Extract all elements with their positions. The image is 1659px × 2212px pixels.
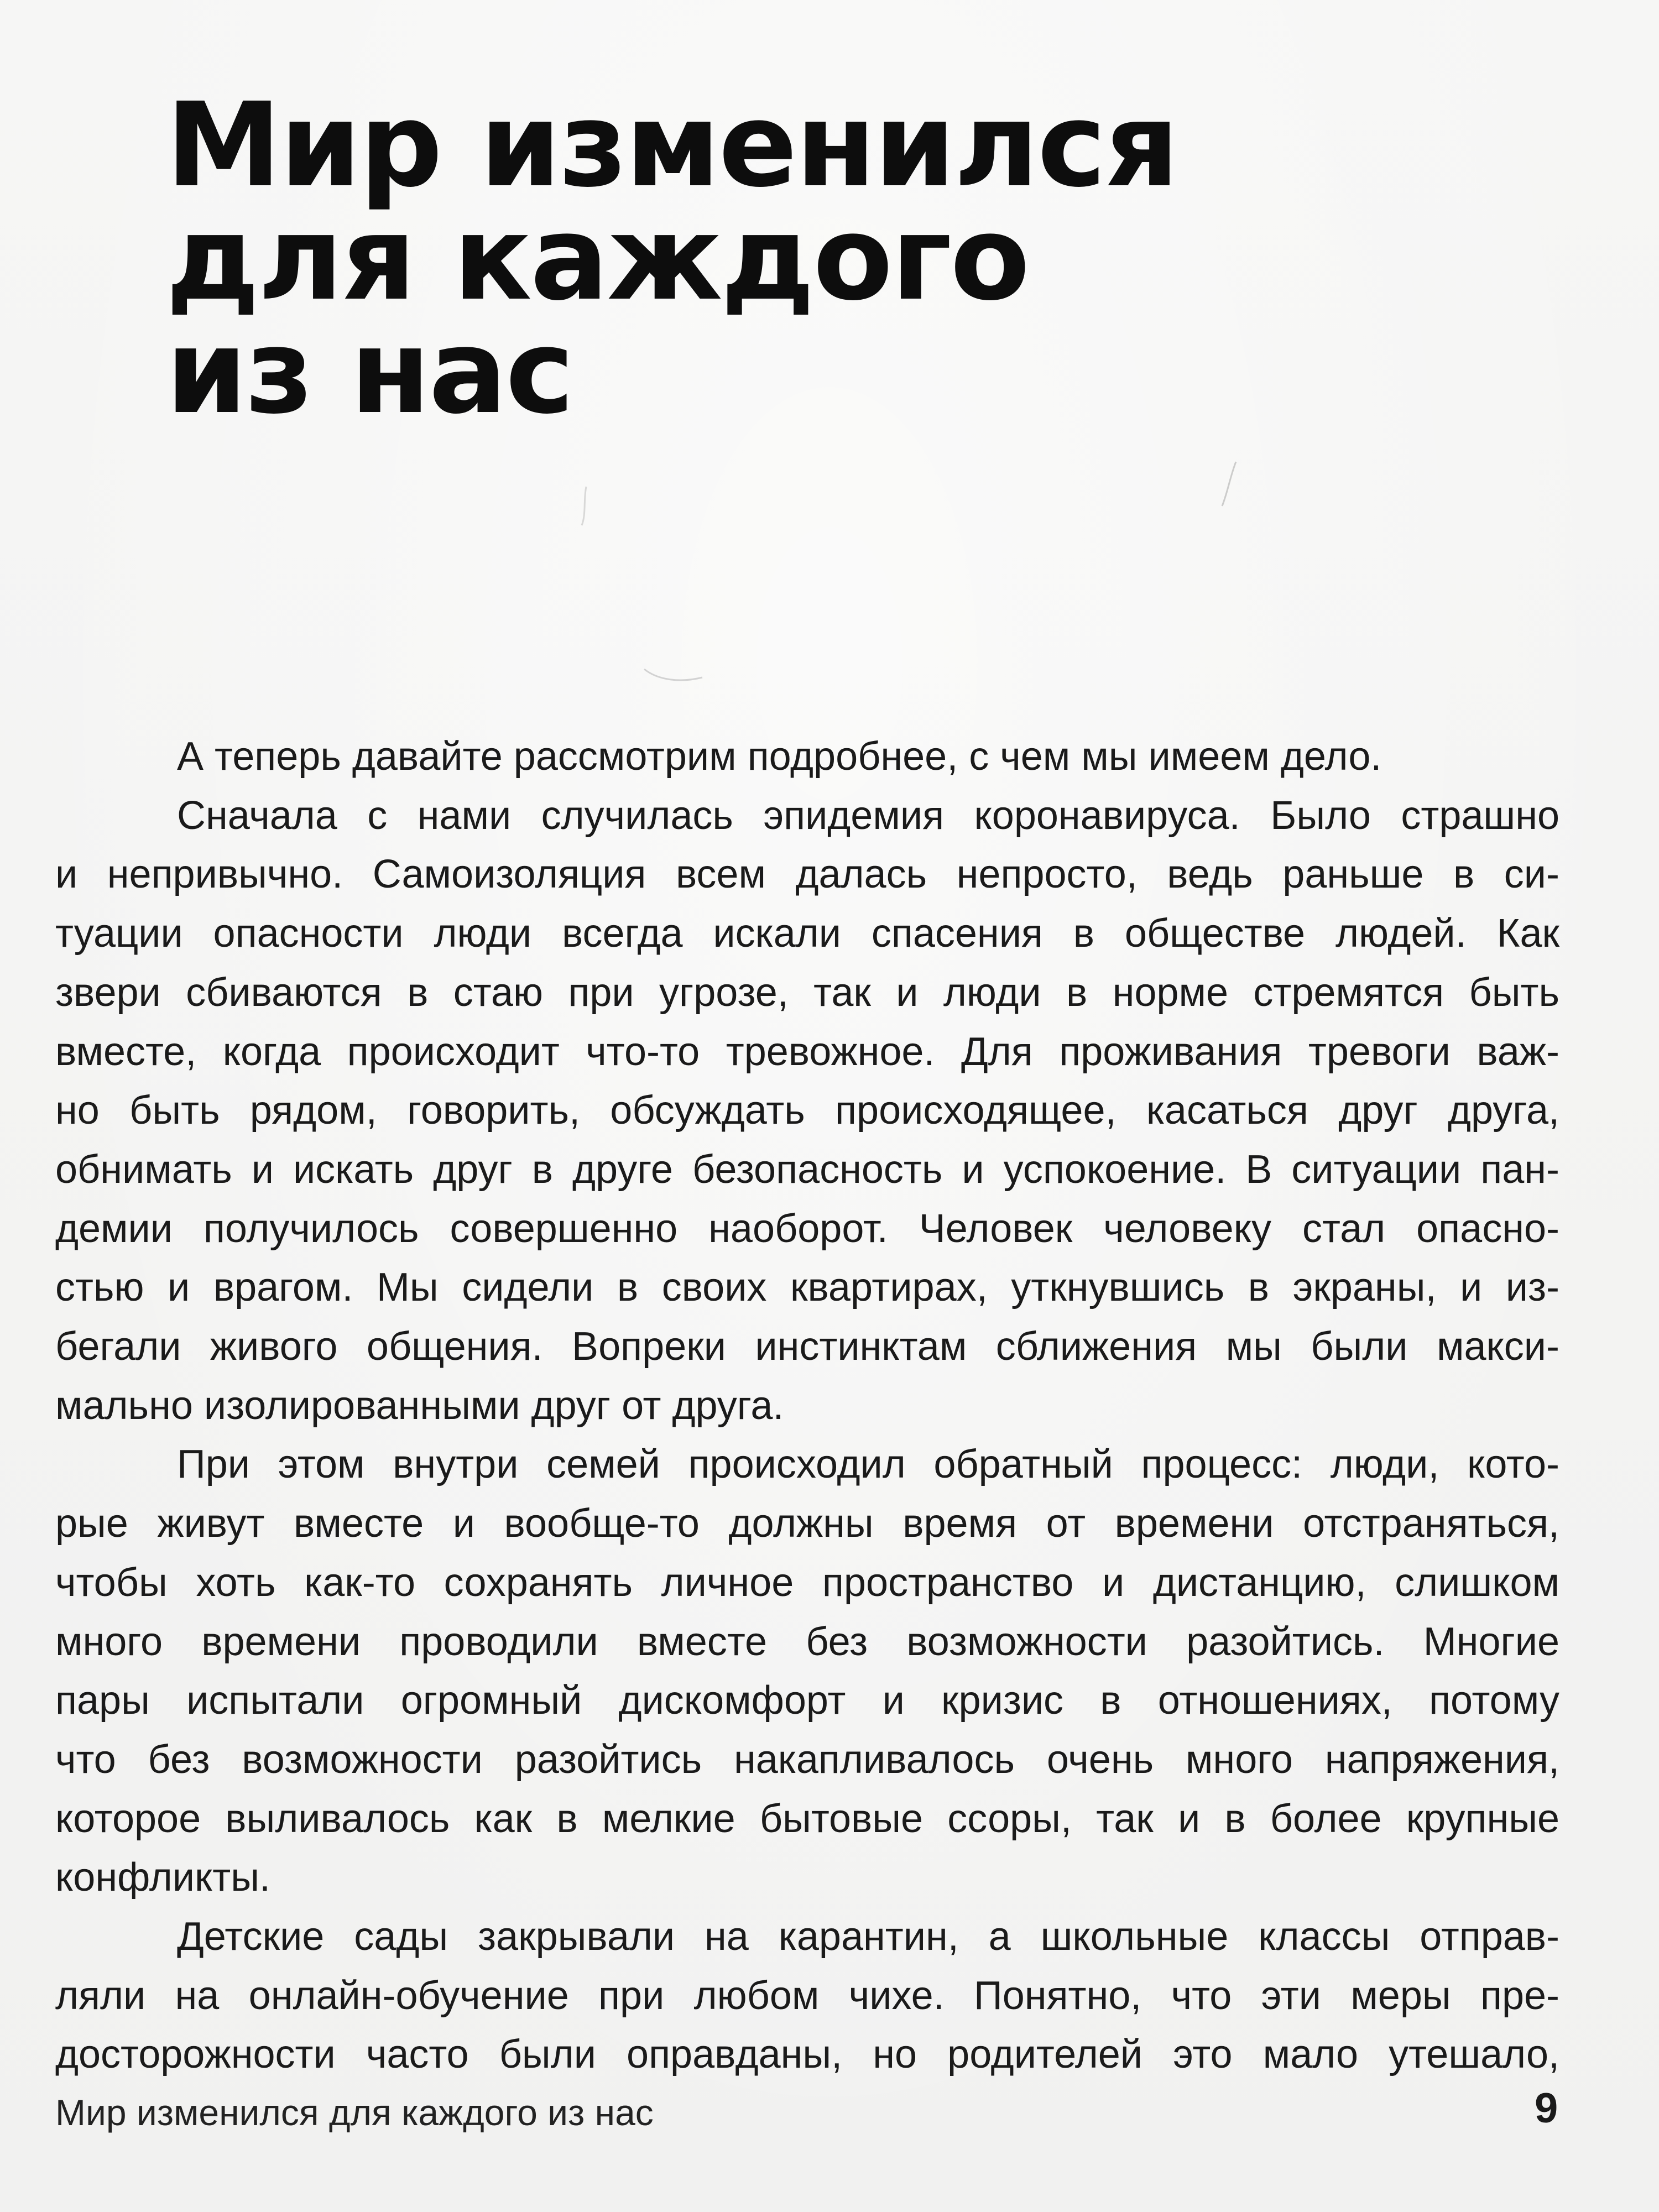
text-line: бегали живого общения. Вопреки инстинктам сближения мы были макси-	[55, 1324, 1559, 1369]
text-line: стью и врагом. Мы сидели в своих квартирах, уткнувшись в экраны, и из-	[55, 1265, 1559, 1310]
chapter-title	[166, 77, 1493, 440]
text-line: чтобы хоть как-то сохранять личное пространство и дистанцию, слишком	[55, 1560, 1559, 1605]
text-line: вместе, когда происходит что-то тревожное. Для проживания тревоги важ-	[55, 1029, 1559, 1074]
text-line: много времени проводили вместе без возможности разойтись. Многие	[55, 1619, 1559, 1664]
text-line: Сначала с нами случилась эпидемия коронавируса. Было страшно	[177, 793, 1559, 838]
page-number: 9	[1535, 2085, 1558, 2132]
text-line: звери сбиваются в стаю при угрозе, так и люди в норме стремятся быть	[55, 970, 1559, 1015]
paragraph	[55, 1907, 1559, 2084]
text-line: что без возможности разойтись накапливалось очень много напряжения,	[55, 1737, 1559, 1782]
text-line: которое выливалось как в мелкие бытовые ссоры, так и в более крупные	[55, 1796, 1559, 1841]
running-footer-title: Мир изменился для каждого из нас	[55, 2092, 654, 2133]
body-text	[55, 727, 1559, 2084]
text-line: ляли на онлайн-обучение при любом чихе. Понятно, что эти меры пре-	[55, 1973, 1559, 2018]
text-line: демии получилось совершенно наоборот. Человек человеку стал опасно-	[55, 1206, 1559, 1251]
chapter-title-line: из нас	[166, 304, 573, 440]
text-line: но быть рядом, говорить, обсуждать происходящее, касаться друг друга,	[55, 1088, 1559, 1133]
text-line: и непривычно. Самоизоляция всем далась непросто, ведь раньше в си-	[55, 852, 1559, 897]
text-line: пары испытали огромный дискомфорт и кризис в отношениях, потому	[55, 1678, 1559, 1723]
chapter-title-line: для каждого	[166, 191, 1029, 326]
paragraph	[55, 786, 1559, 1436]
paragraph	[55, 727, 1559, 786]
paragraph	[55, 1435, 1559, 1907]
text-line: конфликты.	[55, 1855, 271, 1900]
text-line: рые живут вместе и вообще-то должны время от времени отстраняться,	[55, 1501, 1559, 1546]
text-line: туации опасности люди всегда искали спасения в обществе людей. Как	[55, 911, 1559, 956]
chapter-title-line: Мир изменился	[166, 77, 1178, 213]
text-line: При этом внутри семей происходил обратный процесс: люди, кото-	[177, 1442, 1559, 1487]
text-line: мально изолированными друг от друга.	[55, 1383, 784, 1428]
text-line: обнимать и искать друг в друге безопасность и успокоение. В ситуации пан-	[55, 1147, 1559, 1192]
text-line: А теперь давайте рассмотрим подробнее, с чем мы имеем дело.	[177, 734, 1382, 779]
text-line: досторожности часто были оправданы, но родителей это мало утешало,	[55, 2032, 1559, 2077]
text-line: Детские сады закрывали на карантин, а школьные классы отправ-	[177, 1914, 1559, 1959]
